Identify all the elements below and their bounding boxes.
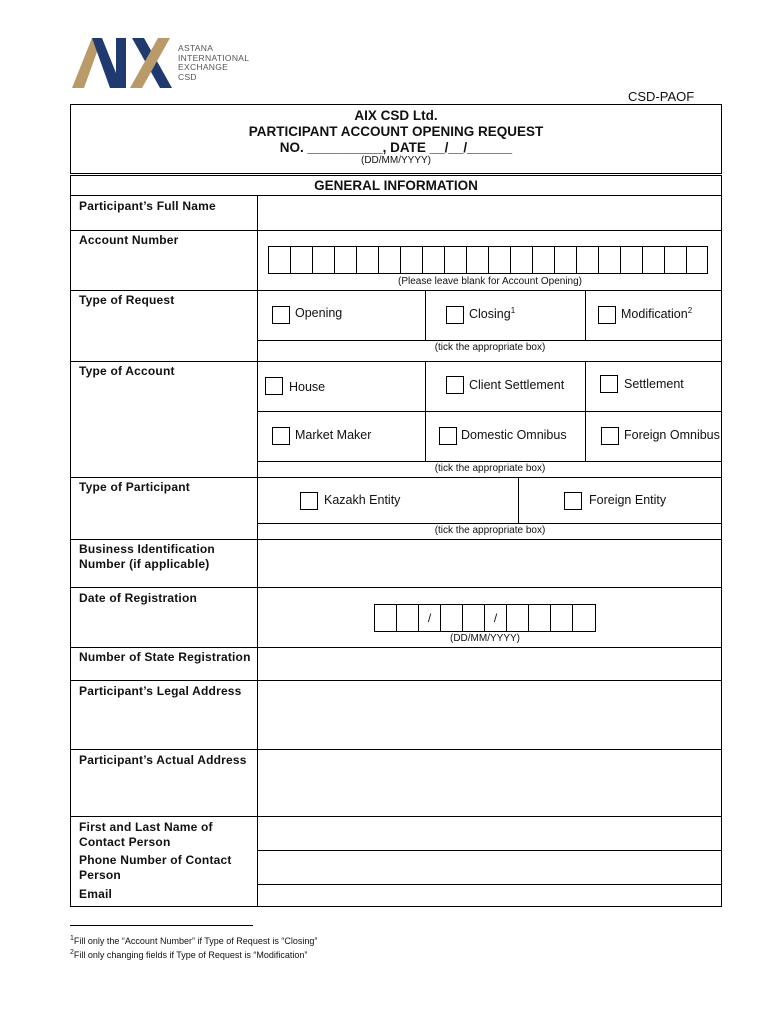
logo-line-4: CSD [178, 71, 197, 82]
modification-option-label [621, 306, 692, 321]
date-digit-cell[interactable] [572, 604, 596, 632]
row-divider [70, 361, 722, 362]
foreign-entity-checkbox[interactable] [564, 492, 582, 510]
bin-label: Business Identification Number (if applicable) [79, 542, 215, 571]
date-digit-cell[interactable] [440, 604, 463, 632]
row-divider [70, 290, 722, 291]
opening-option-label [295, 306, 342, 320]
date-separator-cell [418, 604, 441, 632]
request-cell-divider [425, 290, 426, 340]
account-digit-input[interactable] [665, 247, 686, 273]
account-digit-input[interactable] [467, 247, 488, 273]
account-digit-cell[interactable] [334, 246, 357, 274]
kazakh-entity-option-label: Kazakh Entity [324, 493, 401, 507]
footnote-2-text: Fill only changing fields if Type of Request is “Modification” [73, 950, 308, 960]
footnotes [70, 933, 670, 961]
account-digit-cell[interactable] [378, 246, 401, 274]
contact-name-label: First and Last Name of Contact Person [79, 820, 213, 849]
actual-address-label: Participant’s Actual Address [79, 753, 247, 767]
row-divider [70, 539, 722, 540]
account-digit-input[interactable] [291, 247, 312, 273]
account-digit-cell[interactable] [554, 246, 577, 274]
footnote-1 [70, 933, 670, 947]
row-divider [257, 884, 722, 885]
legal-address-label: Participant’s Legal Address [79, 684, 242, 698]
settlement-checkbox[interactable] [600, 375, 618, 393]
contact-phone-label: Phone Number of Contact Person [79, 853, 232, 882]
date-separator: / [493, 611, 498, 625]
request-note-divider [257, 340, 722, 341]
account-digit-input[interactable] [269, 247, 290, 273]
account-digit-input[interactable] [489, 247, 510, 273]
account-number-note: (Please leave blank for Account Opening) [398, 276, 582, 287]
row-divider [70, 587, 722, 588]
date-digit-input[interactable] [375, 605, 396, 631]
participant-type-note: (tick the appropriate box) [434, 525, 546, 536]
account-number-cells [268, 246, 708, 274]
date-of-registration-label: Date of Registration [79, 591, 198, 605]
row-divider [257, 850, 722, 851]
foreign-omnibus-option-label: Foreign Omnibus [624, 428, 720, 442]
legal-address-input[interactable] [259, 682, 719, 748]
account-digit-cell[interactable] [356, 246, 379, 274]
modification-checkbox[interactable] [598, 306, 616, 324]
date-digit-input[interactable] [529, 605, 550, 631]
account-digit-input[interactable] [511, 247, 532, 273]
row-divider [70, 477, 722, 478]
account-digit-input[interactable] [379, 247, 400, 273]
bin-input[interactable] [259, 541, 719, 586]
footnote-2 [70, 947, 670, 961]
registration-date-format: (DD/MM/YYYY) [450, 633, 520, 644]
row-divider [70, 680, 722, 681]
account-digit-input[interactable] [577, 247, 598, 273]
type-of-account-label: Type of Account [79, 364, 175, 378]
account-digit-cell[interactable] [466, 246, 489, 274]
closing-text: Closing [469, 307, 511, 322]
row-divider [70, 816, 722, 817]
logo-line-3: EXCHANGE [178, 62, 229, 72]
footnote-1-text: Fill only the “Account Number” if Type of Request is “Closing” [73, 936, 318, 946]
aix-logo [70, 34, 250, 90]
participant-cell-divider [518, 477, 519, 523]
settlement-option-label: Settlement [624, 377, 684, 391]
account-digit-cell[interactable] [510, 246, 533, 274]
contact-phone-input[interactable] [259, 852, 719, 883]
full-name-label: Participant’s Full Name [79, 199, 216, 213]
date-digit-cell[interactable] [528, 604, 551, 632]
opening-text: Opening [295, 306, 343, 320]
footnote-ref-1: 1 [510, 306, 516, 315]
row-divider [70, 749, 722, 750]
date-digit-cell[interactable] [396, 604, 419, 632]
account-digit-cell[interactable] [664, 246, 687, 274]
date-digit-input[interactable] [397, 605, 418, 631]
foreign-omnibus-checkbox[interactable] [601, 427, 619, 445]
actual-address-input[interactable] [259, 751, 719, 815]
account-digit-cell[interactable] [532, 246, 555, 274]
footnote-ref-2: 2 [687, 306, 693, 315]
document-code: CSD-PAOF [628, 89, 695, 104]
number-date-line: NO. __________, DATE __/__/______ [279, 140, 513, 155]
account-digit-input[interactable] [423, 247, 444, 273]
date-digit-cell[interactable] [506, 604, 529, 632]
logo-line-1: ASTANA [178, 43, 214, 53]
registration-date-cells [374, 604, 596, 632]
account-row-divider [257, 411, 722, 412]
participant-note-divider [257, 523, 722, 524]
date-digit-cell[interactable] [550, 604, 573, 632]
account-digit-input[interactable] [357, 247, 378, 273]
account-digit-cell[interactable] [488, 246, 511, 274]
page-title: PARTICIPANT ACCOUNT OPENING REQUEST [248, 124, 544, 139]
state-registration-input[interactable] [259, 649, 719, 679]
account-number-label: Account Number [79, 233, 179, 247]
date-digit-input[interactable] [507, 605, 528, 631]
date-format-hint: (DD/MM/YYYY) [361, 155, 431, 166]
account-note-divider [257, 461, 722, 462]
account-digit-input[interactable] [335, 247, 356, 273]
account-digit-cell[interactable] [620, 246, 643, 274]
footnote-separator [70, 925, 253, 926]
full-name-input[interactable] [259, 197, 719, 229]
domestic-omnibus-checkbox[interactable] [439, 427, 457, 445]
house-checkbox[interactable] [265, 377, 283, 395]
aix-logo-mark [70, 34, 174, 90]
account-digit-input[interactable] [313, 247, 334, 273]
account-digit-cell[interactable] [686, 246, 708, 274]
account-digit-input[interactable] [599, 247, 620, 273]
column-divider [257, 195, 258, 907]
contact-name-input[interactable] [259, 818, 719, 849]
account-digit-cell[interactable] [444, 246, 467, 274]
domestic-omnibus-option-label: Domestic Omnibus [461, 428, 567, 442]
account-digit-cell[interactable] [400, 246, 423, 274]
closing-option-label [469, 306, 515, 321]
account-digit-cell[interactable] [268, 246, 291, 274]
section-title: GENERAL INFORMATION [314, 178, 478, 193]
row-divider [70, 230, 722, 231]
modification-text: Modification [621, 307, 688, 322]
date-digit-cell[interactable] [374, 604, 397, 632]
email-label: Email [79, 887, 113, 901]
account-digit-cell[interactable] [290, 246, 313, 274]
account-digit-cell[interactable] [312, 246, 335, 274]
kazakh-entity-checkbox[interactable] [300, 492, 318, 510]
foreign-entity-option-label: Foreign Entity [589, 493, 667, 507]
house-option-label: House [289, 380, 326, 394]
logo-line-2: INTERNATIONAL [178, 52, 250, 63]
date-digit-input[interactable] [463, 605, 484, 631]
org-name: AIX CSD Ltd. [354, 108, 438, 123]
market-maker-option-label: Market Maker [295, 428, 372, 442]
date-digit-input[interactable] [441, 605, 462, 631]
account-digit-cell[interactable] [642, 246, 665, 274]
account-digit-input[interactable] [621, 247, 642, 273]
account-digit-input[interactable] [401, 247, 422, 273]
account-digit-cell[interactable] [576, 246, 599, 274]
client-settlement-option-label: Client Settlement [469, 378, 565, 392]
account-digit-input[interactable] [445, 247, 466, 273]
date-digit-input[interactable] [551, 605, 572, 631]
market-maker-checkbox[interactable] [272, 427, 290, 445]
account-digit-input[interactable] [533, 247, 554, 273]
account-digit-input[interactable] [555, 247, 576, 273]
date-separator: / [427, 611, 432, 625]
row-divider [70, 647, 722, 648]
request-cell-divider [585, 290, 586, 340]
email-input[interactable] [259, 886, 719, 906]
date-digit-input[interactable] [573, 605, 595, 631]
date-digit-cell[interactable] [462, 604, 485, 632]
account-type-note: (tick the appropriate box) [434, 463, 546, 474]
client-settlement-checkbox[interactable] [446, 376, 464, 394]
account-digit-input[interactable] [643, 247, 664, 273]
account-digit-cell[interactable] [598, 246, 621, 274]
account-digit-cell[interactable] [422, 246, 445, 274]
opening-checkbox[interactable] [272, 306, 290, 324]
footnote-2-mark: 2 [70, 949, 74, 956]
account-digit-input[interactable] [687, 247, 707, 273]
state-registration-label: Number of State Registration [79, 650, 251, 664]
type-of-request-label: Type of Request [79, 293, 175, 307]
request-note: (tick the appropriate box) [434, 342, 546, 353]
date-separator-cell [484, 604, 507, 632]
footnote-1-mark: 1 [70, 935, 74, 942]
type-of-participant-label: Type of Participant [79, 480, 190, 494]
closing-checkbox[interactable] [446, 306, 464, 324]
